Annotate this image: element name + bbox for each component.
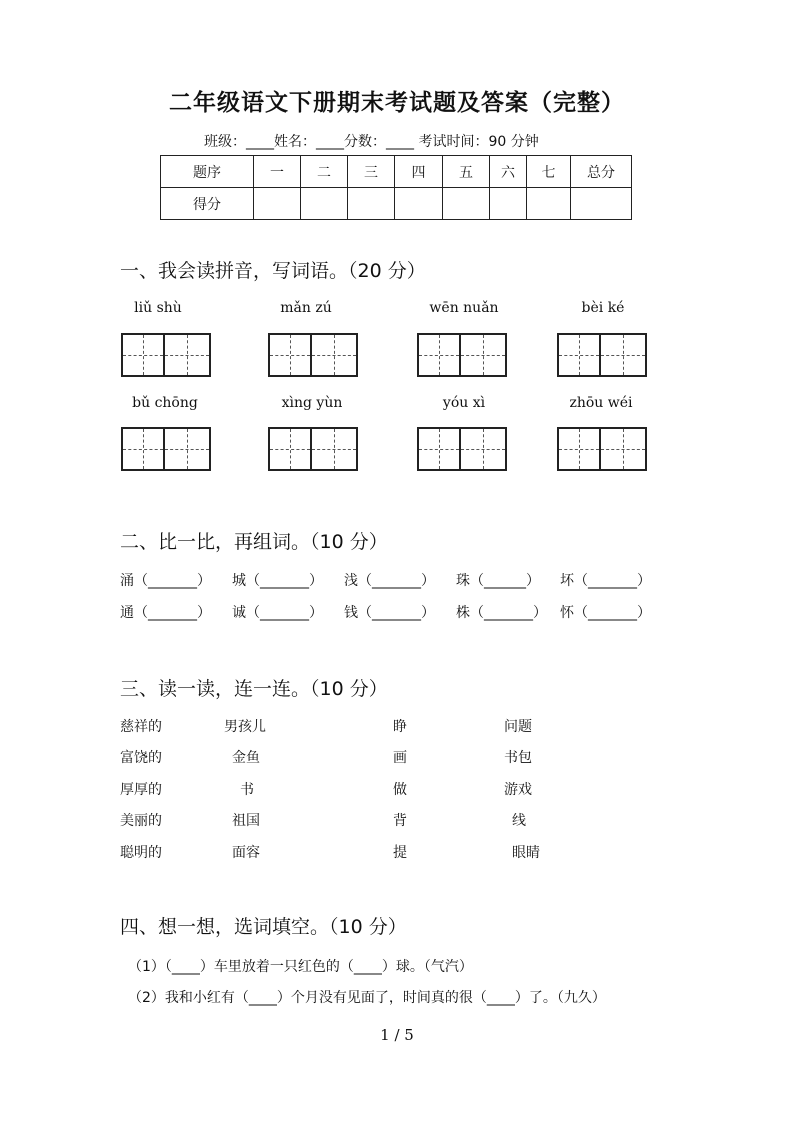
writing-grid-cell[interactable] [121,427,165,471]
match-left-item: 慈祥的 [120,719,162,735]
score-cell[interactable] [527,188,571,220]
score-header-cell: 二 [301,156,348,188]
writing-grid-cell[interactable] [312,427,358,471]
match-verb-item: 画 [393,750,407,766]
match-right-item: 男孩儿 [224,719,266,735]
compare-item: 浅（_______） [344,573,435,589]
match-noun-item: 问题 [504,719,532,735]
score-table-header-row [161,156,632,188]
compare-item: 诚（_______） [232,605,323,621]
score-header-cell: 六 [490,156,527,188]
match-left-item: 美丽的 [120,813,162,829]
match-right-item: 金鱼 [232,750,260,766]
match-left-item: 聪明的 [120,845,162,861]
match-right-item: 书 [240,782,254,798]
writing-grid-cell[interactable] [312,333,358,377]
pinyin-label: mǎn zú [280,300,332,316]
match-left-item: 厚厚的 [120,782,162,798]
score-row-label: 得分 [161,188,254,220]
score-header-cell: 一 [254,156,301,188]
writing-grid-cell[interactable] [268,333,312,377]
section2-heading: 二、比一比，再组词。（10 分） [120,531,388,553]
match-verb-item: 做 [393,782,407,798]
match-verb-item: 背 [393,813,407,829]
writing-grid-cell[interactable] [165,427,211,471]
score-header-cell: 总分 [571,156,632,188]
pinyin-label: xìng yùn [281,395,343,411]
match-noun-item: 眼睛 [512,845,540,861]
writing-grid-cell[interactable] [557,333,601,377]
match-right-item: 祖国 [232,813,260,829]
page-title: 二年级语文下册期末考试题及答案（完整） [169,90,625,116]
compare-item: 珠（______） [456,573,540,589]
section3-heading: 三、读一读，连一连。（10 分） [120,678,388,700]
match-verb-item: 提 [393,845,407,861]
compare-item: 城（_______） [232,573,323,589]
writing-grid-cell[interactable] [121,333,165,377]
compare-item: 通（_______） [120,605,211,621]
pinyin-label: wēn nuǎn [429,300,499,316]
writing-grid-cell[interactable] [601,333,647,377]
section1-heading: 一、我会读拼音，写词语。（20 分） [120,260,426,282]
score-cell[interactable] [254,188,301,220]
compare-item: 坏（_______） [560,573,651,589]
score-header-cell: 四 [395,156,443,188]
score-cell[interactable] [395,188,443,220]
writing-grid-cell[interactable] [268,427,312,471]
fill-question: （1）（____）车里放着一只红色的（____）球。（气汽） [128,959,473,975]
score-header-cell: 五 [443,156,490,188]
pinyin-label: liǔ shù [134,300,182,316]
writing-grid-cell[interactable] [557,427,601,471]
writing-grid-cell[interactable] [417,427,461,471]
score-cell[interactable] [301,188,348,220]
score-cell[interactable] [443,188,490,220]
match-right-item: 面容 [232,845,260,861]
score-header-cell: 三 [348,156,395,188]
writing-grid-cell[interactable] [461,427,507,471]
writing-grid-cell[interactable] [601,427,647,471]
compare-item: 钱（_______） [344,605,435,621]
score-cell[interactable] [348,188,395,220]
compare-item: 涌（_______） [120,573,211,589]
score-header-cell: 七 [527,156,571,188]
pinyin-label: zhōu wéi [569,395,633,411]
match-noun-item: 线 [512,813,526,829]
score-header-cell: 题序 [161,156,254,188]
page-number: 1 / 5 [380,1026,414,1044]
score-cell[interactable] [490,188,527,220]
writing-grid-cell[interactable] [417,333,461,377]
score-table-row [161,188,632,220]
compare-item: 株（_______） [456,605,547,621]
writing-grid-cell[interactable] [461,333,507,377]
match-left-item: 富饶的 [120,750,162,766]
section4-heading: 四、想一想，选词填空。（10 分） [120,916,407,938]
match-noun-item: 书包 [504,750,532,766]
pinyin-label: bèi ké [581,300,625,316]
match-verb-item: 睁 [393,719,407,735]
writing-grid-cell[interactable] [165,333,211,377]
compare-item: 怀（_______） [560,605,651,621]
match-noun-item: 游戏 [504,782,532,798]
fill-question: （2）我和小红有（____）个月没有见面了，时间真的很（____）了。（九久） [128,990,606,1006]
info-line: 班级：____姓名：____分数：____ 考试时间：90 分钟 [204,134,539,150]
pinyin-label: bǔ chōng [132,395,198,411]
score-cell[interactable] [571,188,632,220]
pinyin-label: yóu xì [442,395,486,411]
score-table [160,155,632,220]
